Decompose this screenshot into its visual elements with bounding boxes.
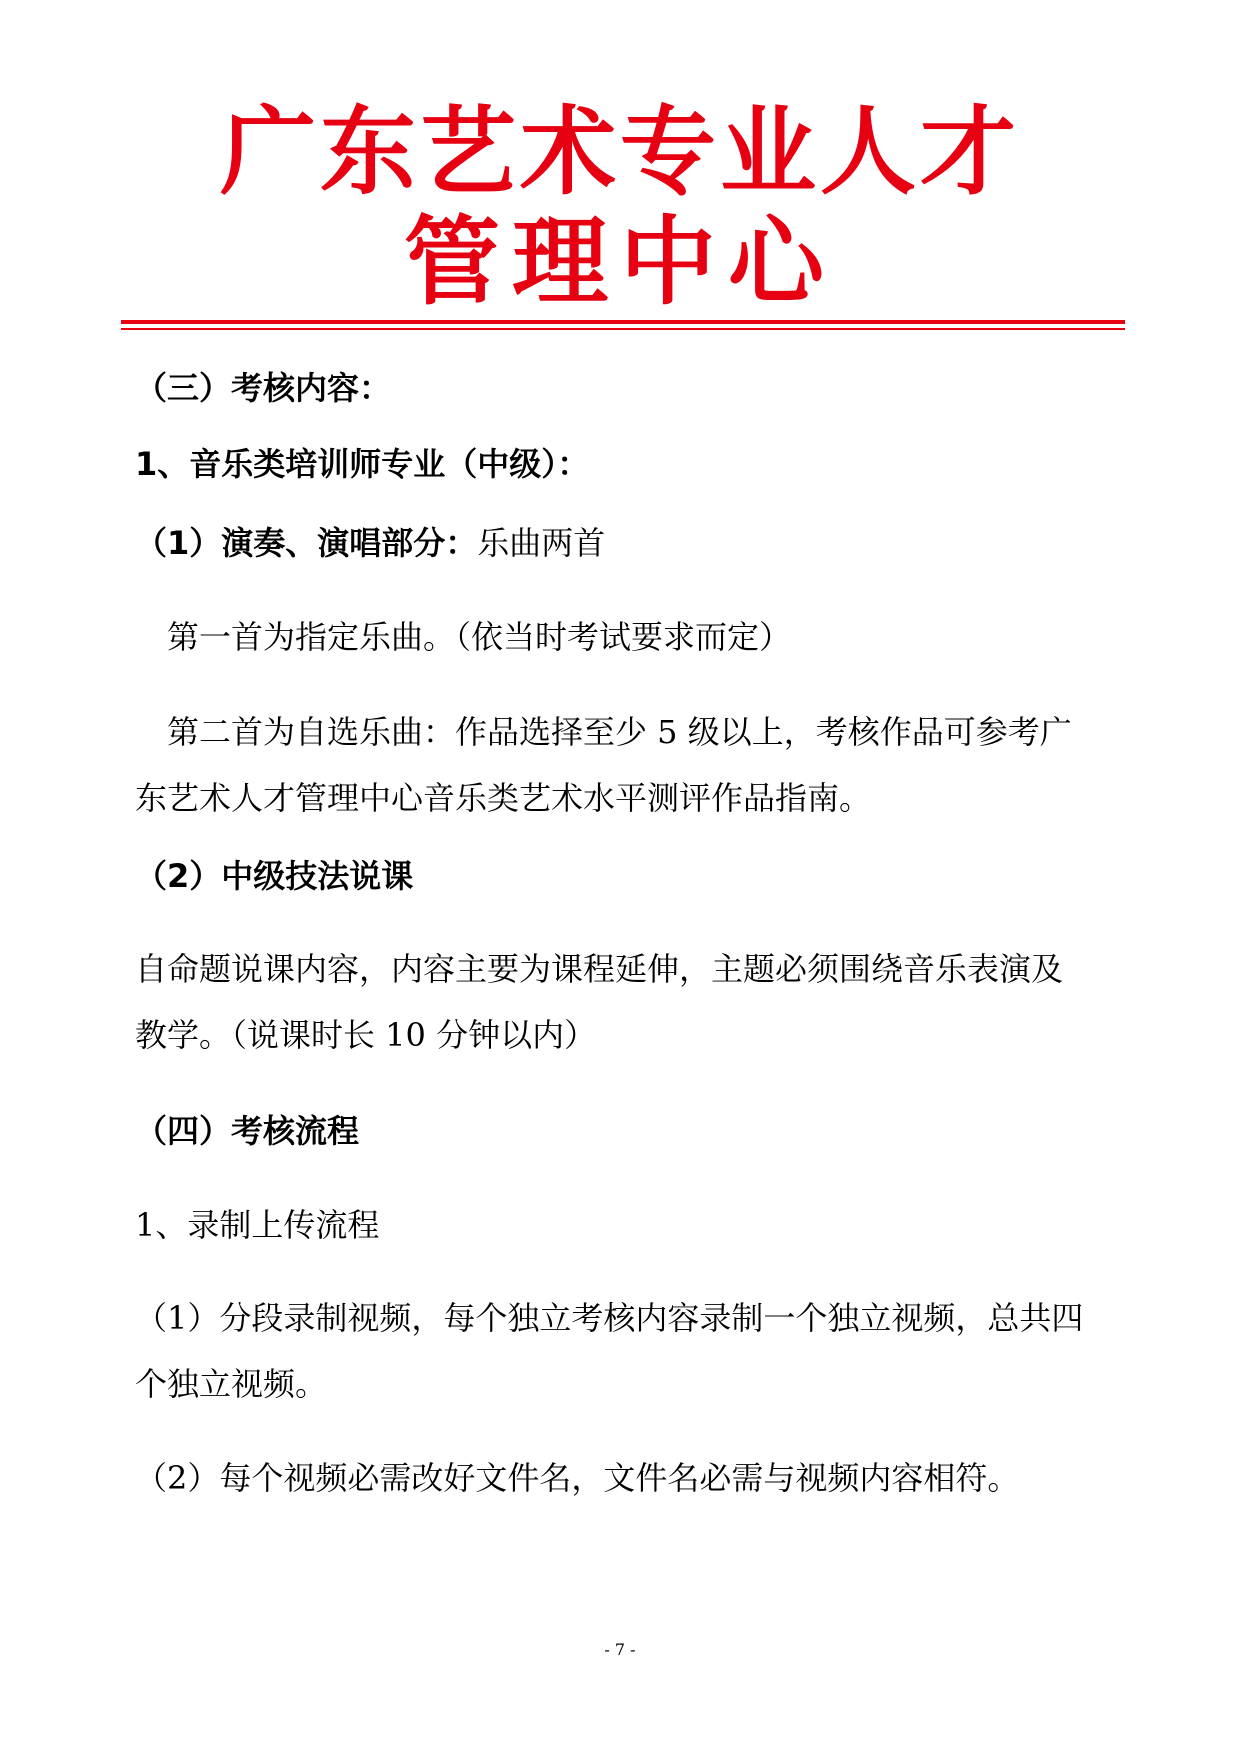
section-3-heading: （三）考核内容：: [135, 369, 392, 407]
header-title-line-1: 广东艺术专业人才: [220, 96, 1020, 208]
step-2-text: （2）每个视频必需改好文件名，文件名必需与视频内容相符。: [135, 1459, 1020, 1497]
lecture-line-1: 自命题说课内容，内容主要为课程延伸，主题必须围绕音乐表演及: [135, 950, 1064, 988]
section-4-heading: （四）考核流程: [135, 1112, 360, 1150]
sub-2-heading: （2）中级技法说课: [135, 857, 414, 895]
step-1-line-1: （1）分段录制视频，每个独立考核内容录制一个独立视频，总共四: [135, 1299, 1084, 1337]
header-title-line-2: 管理中心: [404, 206, 836, 318]
sub-1-label: （1）演奏、演唱部分：: [135, 524, 478, 562]
header-divider-thin: [121, 328, 1125, 330]
header-divider-thick: [121, 320, 1125, 324]
step-1-line-2: 个独立视频。: [135, 1365, 328, 1403]
song-2-line-2: 东艺术人才管理中心音乐类艺术水平测评作品指南。: [135, 779, 872, 817]
item-1-heading: 1、音乐类培训师专业（中级）：: [135, 445, 590, 483]
process-1-heading: 1、录制上传流程: [135, 1206, 380, 1244]
song-1-text: 第一首为指定乐曲。（依当时考试要求而定）: [167, 618, 792, 656]
song-2-line-1: 第二首为自选乐曲：作品选择至少 5 级以上，考核作品可参考广: [167, 713, 1072, 751]
sub-1-line: [135, 524, 606, 562]
lecture-line-2: 教学。（说课时长 10 分钟以内）: [135, 1016, 597, 1054]
sub-1-value: 乐曲两首: [477, 524, 606, 562]
page-number: - 7 -: [604, 1640, 636, 1659]
